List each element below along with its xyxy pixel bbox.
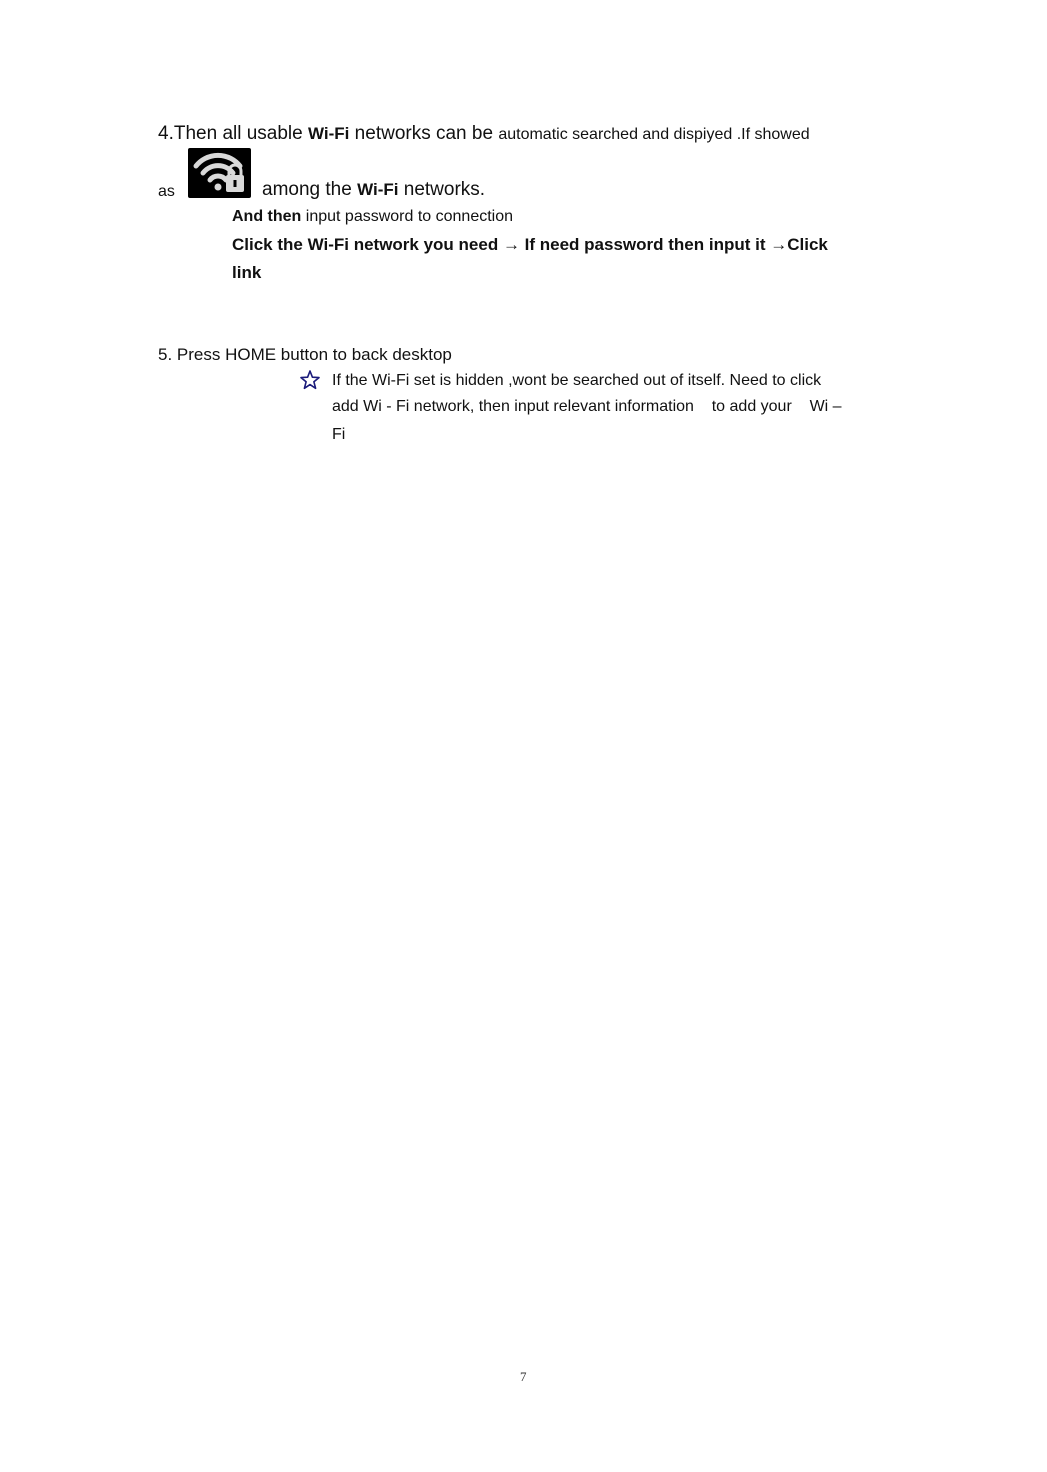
and-then-bold: And then [232, 208, 302, 225]
wifi-lock-icon [188, 148, 251, 198]
step4-text-part2: networks can be [349, 123, 499, 144]
note-line2: add Wi - Fi network, then input relevant information to add your Wi – [332, 398, 842, 415]
step4-line1 [158, 123, 810, 145]
step5-text: 5. Press HOME button to back desktop [158, 345, 452, 364]
step4-line2 [262, 179, 485, 201]
step4-number: 4. [158, 123, 174, 144]
and-then-line [232, 208, 513, 226]
star-icon [300, 370, 320, 395]
and-then-rest: input password to connection [301, 208, 514, 225]
step4-text-part3: automatic searched and dispiyed .If showed [498, 126, 810, 143]
wifi-term: Wi-Fi [308, 124, 350, 143]
click-instruction-line1: Click the Wi-Fi network you need → If need password then input it →Click [232, 235, 828, 254]
as-label: as [158, 183, 175, 200]
note-line3: Fi [332, 426, 346, 443]
note-line1-rest: set is hidden ,wont be searched out of itself. Need to click [409, 372, 822, 389]
click-instruction-line2: link [232, 263, 262, 282]
networks-text: networks. [398, 179, 486, 200]
note-bold: If the Wi-Fi [332, 372, 410, 389]
among-text: among the [262, 179, 358, 200]
note-line1 [332, 372, 821, 390]
wifi-term: Wi-Fi [357, 180, 399, 199]
step4-text-part1: Then all usable [173, 123, 309, 144]
page-number: 7 [520, 1369, 527, 1384]
